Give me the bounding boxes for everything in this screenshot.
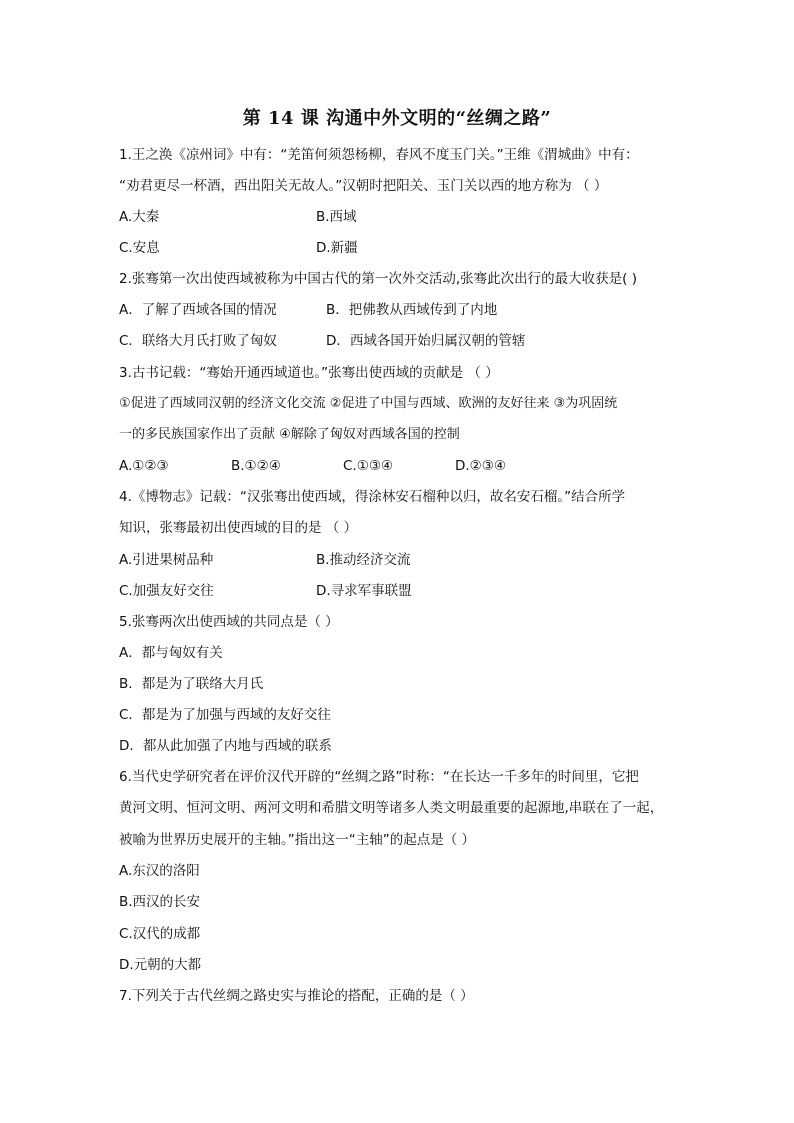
question-2-option-d: D．西域各国开始归属汉朝的管辖 [326,333,526,349]
question-6-stem-line-2: 黄河文明、恒河文明、两河文明和希腊文明等诸多人类文明最重要的起源地,串联在了一起， [119,800,664,816]
question-3-items-line-2: 一的多民族国家作出了贡献 ④解除了匈奴对西域各国的控制 [119,427,460,442]
question-6-stem-line-3: 被喻为世界历史展开的主轴。”指出这一“主轴”的起点是（ ） [119,832,476,848]
question-3-option-b: B.①②④ [231,458,281,474]
question-3-option-d: D.②③④ [455,458,506,474]
question-5-option-a: A．都与匈奴有关 [119,645,223,661]
question-6-option-d: D.元朝的大都 [119,957,202,973]
question-1-option-c: C.安息 [119,240,160,256]
question-3-option-c: C.①③④ [343,458,394,474]
page-title: 第 14 课 沟通中外文明的“丝绸之路” [242,108,552,129]
question-4-stem-line-1: 4.《博物志》记载：“汉张骞出使西域，得涂林安石榴种以归，故名安石榴。”结合所学 [119,489,626,505]
question-4-option-b: B.推动经济交流 [316,552,411,568]
question-4-stem-line-2: 知识，张骞最初出使西域的目的是 （ ） [119,520,358,536]
question-5-option-b: B．都是为了联络大月氏 [119,676,264,692]
question-1-option-d: D.新疆 [316,240,358,256]
question-7-stem: 7.下列关于古代丝绸之路史实与推论的搭配，正确的是（ ） [119,988,474,1004]
question-4-option-a: A.引进果树品种 [119,552,214,568]
question-3-items-line-1: ①促进了西域同汉朝的经济文化交流 ②促进了中国与西域、欧洲的友好往来 ③为巩固统 [119,396,618,411]
question-3-stem: 3.古书记载：“骞始开通西域道也。”张骞出使西域的贡献是 （ ） [119,365,499,381]
question-5-stem: 5.张骞两次出使西域的共同点是（ ） [119,614,339,630]
question-5-option-c: C．都是为了加强与西域的友好交往 [119,707,331,723]
question-6-option-c: C.汉代的成都 [119,926,201,942]
question-6-option-b: B.西汉的长安 [119,894,201,910]
question-2-option-c: C．联络大月氏打败了匈奴 [119,333,277,349]
question-4-option-d: D.寻求军事联盟 [316,583,412,599]
question-1-option-b: B.西域 [316,209,357,225]
question-6-option-a: A.东汉的洛阳 [119,863,200,879]
question-2-stem: 2.张骞第一次出使西域被称为中国古代的第一次外交活动,张骞此次出行的最大收获是( ) [119,271,637,287]
question-2-option-b: B．把佛教从西域传到了内地 [326,302,498,318]
question-1-stem-line-2: “劝君更尽一杯酒，西出阳关无故人。”汉朝时把阳关、玉门关以西的地方称为 （ ） [119,178,608,194]
question-3-option-a: A.①②③ [119,458,169,474]
question-5-option-d: D．都从此加强了内地与西域的联系 [119,738,332,754]
question-1-stem-line-1: 1.王之涣《凉州词》中有：“羌笛何须怨杨柳，春风不度玉门关。”王维《渭城曲》中有： [119,147,639,163]
question-1-option-a: A.大秦 [119,209,160,225]
question-2-option-a: A．了解了西域各国的情况 [119,302,277,318]
question-6-stem-line-1: 6.当代史学研究者在评价汉代开辟的“丝绸之路”时称：“在长达一千多年的时间里，它把 [119,769,639,785]
question-4-option-c: C.加强友好交往 [119,583,214,599]
